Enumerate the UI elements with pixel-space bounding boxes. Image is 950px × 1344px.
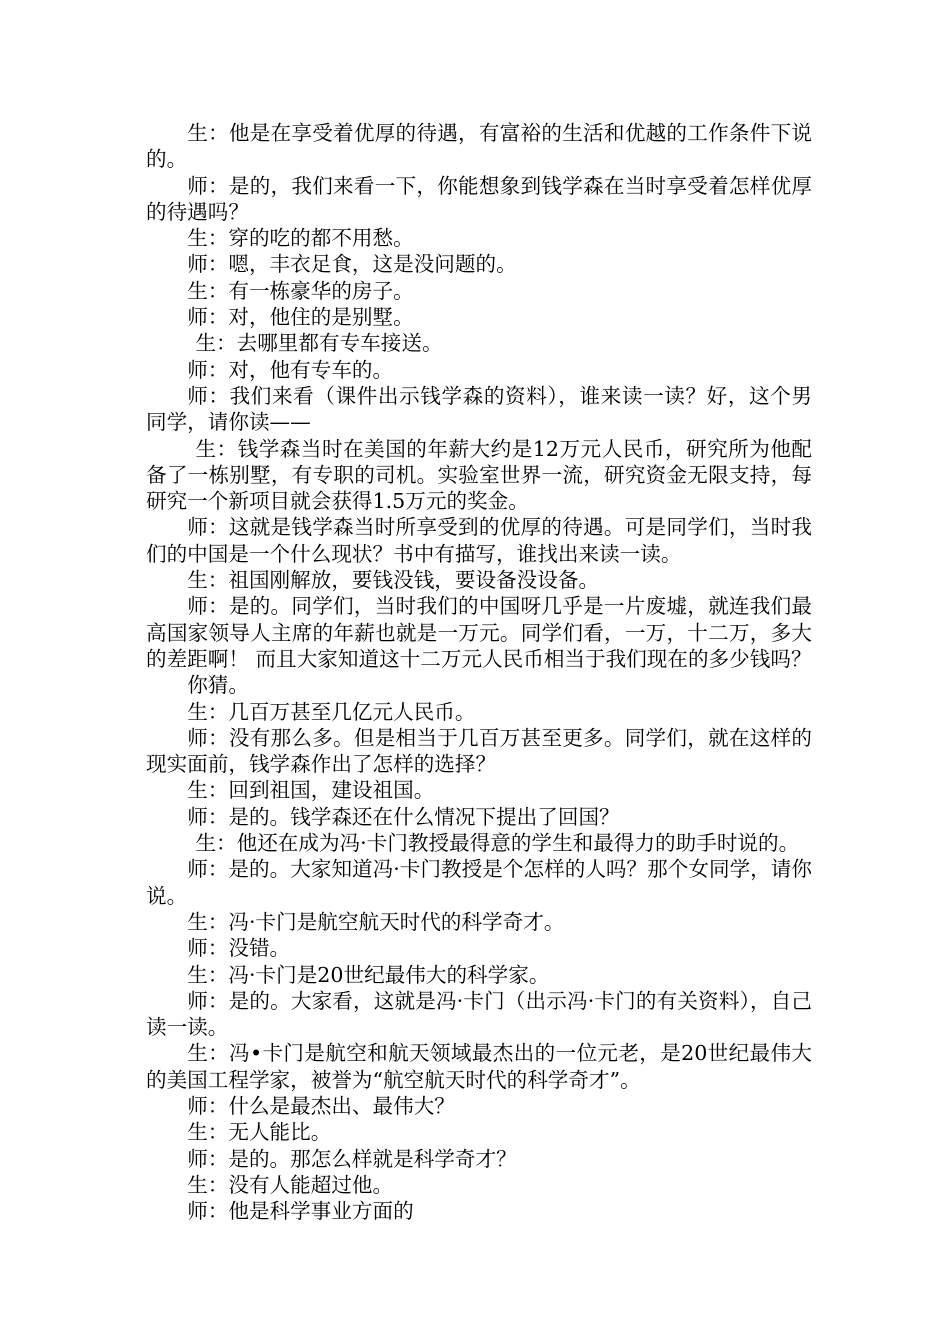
document-page: [146, 120, 812, 1224]
paragraph: 生：没有人能超过他。: [187, 1172, 394, 1197]
paragraph: 师：对，他住的是别墅。: [187, 305, 414, 330]
paragraph: 师：嗯，丰衣足食，这是没问题的。: [187, 252, 517, 277]
paragraph: 生：冯•卡门是航空和航天领域最杰出的一位元老，是20世纪最伟大的美国工程学家，被誉为“航空航天时代的科学奇才”。: [146, 1041, 812, 1092]
paragraph: 生：冯·卡门是20世纪最伟大的科学家。: [187, 962, 550, 987]
paragraph: 师：是的。那怎么样就是科学奇才？: [187, 1146, 517, 1171]
paragraph: 生：他是在享受着优厚的待遇，有富裕的生活和优越的工作条件下说的。: [146, 121, 812, 172]
paragraph: 你猜。: [187, 673, 249, 698]
paragraph: 生：冯·卡门是航空航天时代的科学奇才。: [187, 909, 565, 934]
paragraph: 生：钱学森当时在美国的年薪大约是12万元人民币，研究所为他配备了一栋别墅，有专职的司机。实验室世界一流，研究资金无限支持，每研究一个新项目就会获得1.5万元的奖金。: [146, 436, 812, 514]
paragraph: 师：对，他有专车的。: [187, 357, 394, 382]
paragraph: 师：这就是钱学森当时所享受到的优厚的待遇。可是同学们，当时我们的中国是一个什么现状？书中有描写，谁找出来读一读。: [146, 515, 812, 566]
paragraph: 师：是的。同学们，当时我们的中国呀几乎是一片废墟，就连我们最高国家领导人主席的年薪也就是一万元。同学们看，一万，十二万，多大的差距啊！ 而且大家知道这十二万元人民币相当于我们现在的多少钱吗？: [146, 594, 812, 671]
paragraph: 生：穿的吃的都不用愁。: [187, 226, 414, 251]
paragraph: 师：他是科学事业方面的: [187, 1199, 414, 1224]
paragraph: 生：几百万甚至几亿元人民币。: [187, 699, 476, 724]
paragraph: 师：没有那么多。但是相当于几百万甚至更多。同学们，就在这样的现实面前，钱学森作出了怎样的选择？: [146, 725, 812, 777]
paragraph: 师：是的。大家看，这就是冯·卡门（出示冯·卡门的有关资料），自己读一读。: [146, 988, 812, 1040]
paragraph: 师：没错。: [187, 936, 291, 961]
paragraph: 生：无人能比。: [187, 1120, 332, 1145]
paragraph: 师：什么是最杰出、最伟大？: [187, 1093, 455, 1118]
paragraph: 生：祖国刚解放，要钱没钱，要设备没设备。: [187, 568, 600, 593]
paragraph: 师：是的。钱学森还在什么情况下提出了回国？: [187, 804, 620, 829]
paragraph: 师：是的，我们来看一下，你能想象到钱学森在当时享受着怎样优厚的待遇吗？: [146, 173, 812, 224]
paragraph: 生：去哪里都有专车接送。: [195, 331, 443, 356]
paragraph: 生：他还在成为冯·卡门教授最得意的学生和最得力的助手时说的。: [195, 831, 800, 856]
paragraph: 生：回到祖国，建设祖国。: [187, 778, 435, 803]
paragraph: 师：是的。大家知道冯·卡门教授是个怎样的人吗？那个女同学，请你说。: [146, 857, 812, 908]
paragraph: 师：我们来看（课件出示钱学森的资料），谁来读一读？好，这个男同学，请你读——: [146, 383, 812, 435]
paragraph: 生：有一栋豪华的房子。: [187, 278, 414, 303]
